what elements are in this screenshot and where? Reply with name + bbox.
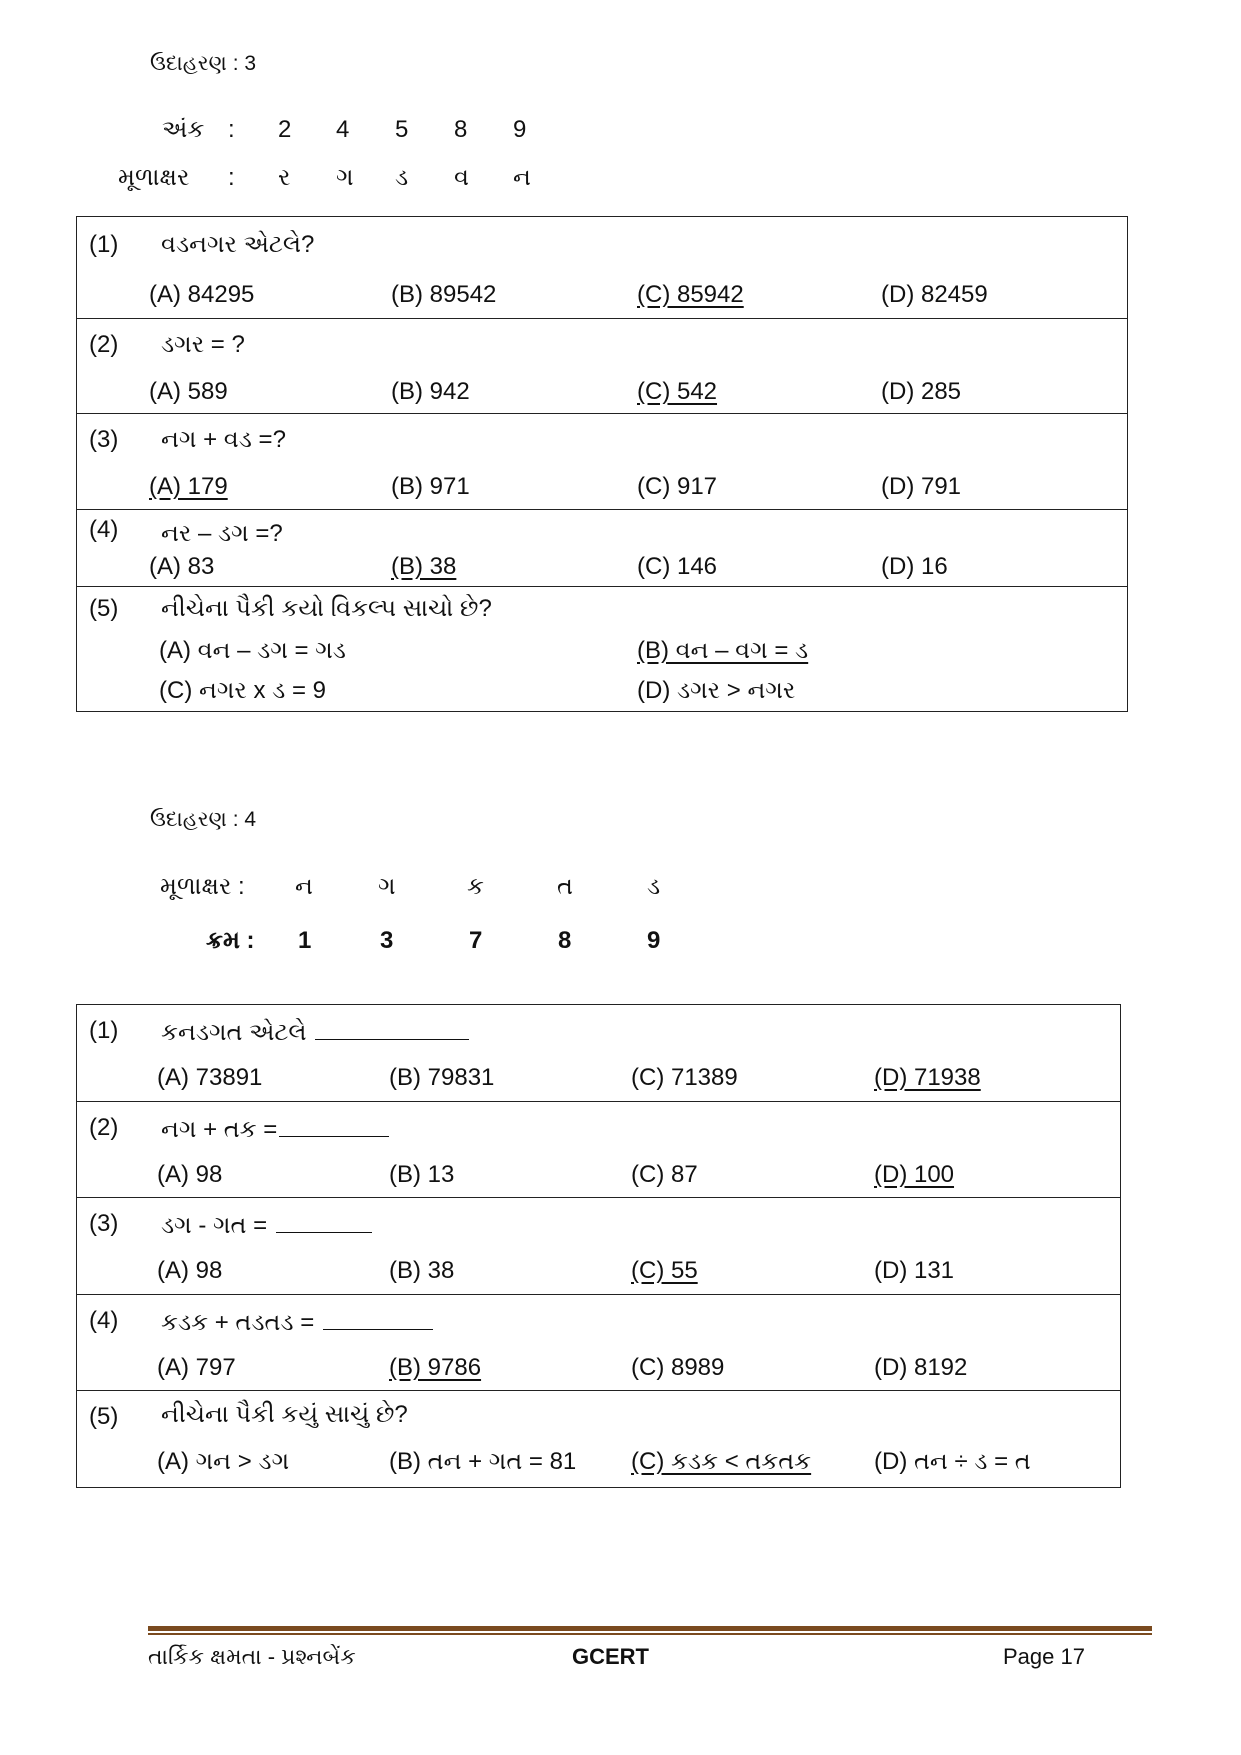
- question-number: (1): [89, 231, 119, 258]
- question-number: (2): [89, 331, 119, 358]
- example-4-question-table: [76, 1004, 1121, 1488]
- question-block: [77, 1391, 1120, 1486]
- option-b: (B) 942: [391, 378, 470, 405]
- question-text: ડગર = ?: [161, 331, 245, 358]
- option-a: (A) 589: [149, 378, 228, 405]
- option-a: (A) 73891: [157, 1064, 263, 1091]
- option-d: (D) 791: [881, 473, 962, 500]
- letter-item: ન: [513, 164, 531, 191]
- question-number: (4): [89, 1307, 119, 1334]
- option-d: (D) તન ÷ ડ = ત: [874, 1448, 1031, 1475]
- question-block: [77, 587, 1127, 710]
- digit-item: 5: [395, 116, 409, 143]
- letter-item: ડ: [647, 873, 661, 900]
- option-d: (D) ડગર > નગર: [637, 677, 796, 704]
- question-number: (5): [89, 1403, 119, 1430]
- letter-item: ન: [295, 873, 313, 900]
- answer-blank: [323, 1307, 433, 1330]
- question-text: નગ + તક =: [161, 1116, 278, 1143]
- order-item: 9: [647, 927, 661, 954]
- option-d: (D) 8192: [874, 1354, 968, 1381]
- question-number: (5): [89, 595, 119, 622]
- question-number: (3): [89, 1210, 119, 1237]
- question-block: [77, 414, 1127, 510]
- footer-rule-thin: [148, 1633, 1152, 1635]
- option-d: (D) 285: [881, 378, 962, 405]
- digits-label: અંક: [162, 116, 205, 143]
- option-a: (A) 98: [157, 1161, 223, 1188]
- option-a: (A) 84295: [149, 281, 255, 308]
- question-number: (1): [89, 1017, 119, 1044]
- example-4-heading: ઉદાહરણ : 4: [150, 808, 257, 831]
- option-d-correct: (D) 71938: [874, 1064, 981, 1091]
- question-text: નગ + વડ =?: [161, 426, 286, 453]
- option-b-correct: (B) 9786: [389, 1354, 482, 1381]
- option-c-correct: (C) 542: [637, 378, 718, 405]
- option-c: (C) 917: [637, 473, 718, 500]
- letter-item: ક: [467, 873, 484, 900]
- question-number: (4): [89, 516, 119, 543]
- question-number: (2): [89, 1114, 119, 1141]
- letter-item: ડ: [395, 164, 409, 191]
- option-a: (A) 98: [157, 1257, 223, 1284]
- question-text-line: [161, 1114, 389, 1144]
- option-b: (B) 89542: [391, 281, 497, 308]
- question-text: કડક + તડતડ =: [161, 1309, 315, 1336]
- question-number: (3): [89, 426, 119, 453]
- question-text: નીચેના પૈકી કયું સાચું છે?: [161, 1401, 408, 1428]
- question-text: કનડગત એટલે: [161, 1019, 307, 1046]
- question-text-line: [161, 1307, 433, 1337]
- answer-blank: [279, 1114, 389, 1137]
- question-text: નર – ડગ =?: [161, 520, 283, 547]
- option-b: (B) 38: [389, 1257, 455, 1284]
- question-text-line: [161, 1017, 469, 1047]
- option-a: (A) 83: [149, 553, 215, 580]
- footer-title: તાર્કિક ક્ષમતા - પ્રશ્નબેંક: [148, 1644, 356, 1669]
- digit-item: 8: [454, 116, 468, 143]
- question-text: વડનગર એટલે?: [161, 231, 315, 258]
- answer-blank: [276, 1210, 372, 1233]
- letters-label: મૂળાક્ષર: [118, 164, 190, 191]
- order-label: ક્રમ :: [206, 927, 255, 954]
- letters-label: મૂળાક્ષર :: [160, 873, 245, 900]
- letter-item: ત: [557, 873, 573, 900]
- letter-item: ગ: [378, 873, 396, 900]
- footer-rule-thick: [148, 1626, 1152, 1631]
- option-d: (D) 16: [881, 553, 948, 580]
- option-b: (B) 971: [391, 473, 470, 500]
- option-c: (C) 87: [631, 1161, 698, 1188]
- digit-item: 9: [513, 116, 527, 143]
- option-a: (A) 797: [157, 1354, 236, 1381]
- letters-colon: :: [228, 164, 235, 191]
- option-d: (D) 82459: [881, 281, 988, 308]
- option-c: (C) 8989: [631, 1354, 725, 1381]
- option-a-correct: (A) 179: [149, 473, 228, 500]
- order-item: 1: [298, 927, 312, 954]
- order-item: 8: [558, 927, 572, 954]
- question-block: [77, 319, 1127, 414]
- option-d-correct: (D) 100: [874, 1161, 955, 1188]
- question-block: [77, 1005, 1120, 1102]
- option-b: (B) 79831: [389, 1064, 495, 1091]
- question-block: [77, 1102, 1120, 1198]
- letter-item: વ: [454, 164, 469, 191]
- question-text-line: [161, 1210, 372, 1240]
- option-c: (C) 146: [637, 553, 718, 580]
- option-a: (A) વન – ડગ = ગડ: [159, 637, 346, 664]
- question-block: [77, 217, 1127, 319]
- option-c-correct: (C) 85942: [637, 281, 744, 308]
- example-3-question-table: [76, 216, 1128, 712]
- question-block: [77, 1295, 1120, 1391]
- answer-blank: [315, 1017, 469, 1040]
- option-b: (B) તન + ગત = 81: [389, 1448, 577, 1475]
- option-b-correct: (B) વન – વગ = ડ: [637, 637, 809, 664]
- option-c-correct: (C) કડક < તકતક: [631, 1448, 812, 1475]
- order-item: 7: [469, 927, 483, 954]
- question-block: [77, 510, 1127, 587]
- option-d: (D) 131: [874, 1257, 955, 1284]
- example-3-heading: ઉદાહરણ : 3: [150, 52, 257, 75]
- question-text: નીચેના પૈકી કયો વિકલ્પ સાચો છે?: [161, 595, 492, 622]
- footer-publisher: GCERT: [572, 1644, 649, 1669]
- question-text: ડગ - ગત =: [161, 1212, 268, 1239]
- digit-item: 2: [278, 116, 292, 143]
- option-b: (B) 13: [389, 1161, 455, 1188]
- option-c: (C) નગર x ડ = 9: [159, 677, 327, 704]
- page-number: Page 17: [1003, 1644, 1085, 1669]
- digits-colon: :: [228, 116, 235, 143]
- option-c: (C) 71389: [631, 1064, 738, 1091]
- option-b-correct: (B) 38: [391, 553, 457, 580]
- letter-item: ગ: [336, 164, 354, 191]
- option-c-correct: (C) 55: [631, 1257, 698, 1284]
- letter-item: ર: [278, 164, 291, 191]
- option-a: (A) ગન > ડગ: [157, 1448, 290, 1475]
- order-item: 3: [380, 927, 394, 954]
- digit-item: 4: [336, 116, 350, 143]
- question-block: [77, 1198, 1120, 1295]
